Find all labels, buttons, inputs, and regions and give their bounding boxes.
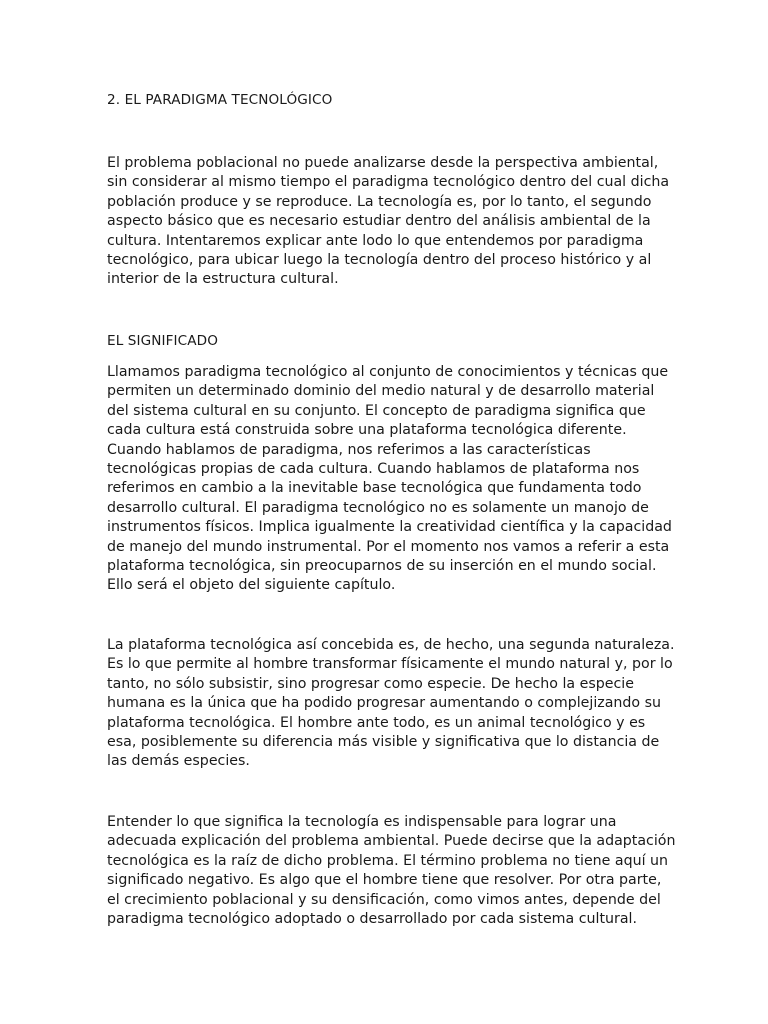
paragraph-line: aspecto básico que es necesario estudiar dentro del análisis ambiental de la [107,213,651,230]
paragraph-line: población produce y se reproduce. La tecnología es, por lo tanto, el segundo [107,193,652,210]
paragraph-line: instrumentos físicos. Implica igualmente la creatividad científica y la capacidad [107,519,672,536]
paragraph-3 [107,636,675,772]
paragraph-line: Entender lo que significa la tecnología es indispensable para lograr una [107,814,617,830]
paragraph-1 [107,154,670,290]
paragraph-line: tecnológico, para ubicar luego la tecnología dentro del proceso histórico y al [107,252,652,269]
paragraph-line: tecnológica es la raíz de dicho problema. El término problema no tiene aquí un [107,852,669,869]
paragraph-line: Llamamos paradigma tecnológico al conjunto de conocimientos y técnicas que [107,364,669,380]
paragraph-line: cultura. Intentaremos explicar ante lodo lo que entendemos por paradigma [107,232,644,249]
chapter-heading [107,91,667,110]
paragraph-line: esa, posiblemente su diferencia más visible y significativa que lo distancia de [107,734,660,751]
paragraph-line: referimos en cambio a la inevitable base tecnológica que fundamenta todo [107,480,642,497]
paragraph-line: de manejo del mundo instrumental. Por el momento nos vamos a referir a esta [107,538,670,555]
paragraph-line: el crecimiento poblacional y su densificación, como vimos antes, depende del [107,891,661,908]
paragraph-line: Cuando hablamos de paradigma, nos referimos a las características [107,441,591,458]
paragraph-line: tecnológicas propias de cada cultura. Cuando hablamos de plataforma nos [107,461,640,478]
paragraph-line: plataforma tecnológica. El hombre ante todo, es un animal tecnológico y es [107,714,646,731]
paragraph-line: cada cultura está construida sobre una plataforma tecnológica diferente. [107,422,627,439]
paragraph-line: plataforma tecnológica, sin preocuparnos de su inserción en el mundo social. [107,558,657,575]
paragraph-line: Es lo que permite al hombre transformar físicamente el mundo natural y, por lo [107,656,673,673]
paragraph-line: interior de la estructura cultural. [107,271,339,288]
paragraph-line: paradigma tecnológico adoptado o desarrollado por cada sistema cultural. [107,911,637,928]
section-heading [107,332,667,351]
paragraph-line: las demás especies. [107,753,250,770]
paragraph-line: tanto, no sólo subsistir, sino progresar como especie. De hecho la especie [107,675,634,692]
paragraph-4 [107,813,676,929]
paragraph-line: Ello será el objeto del siguiente capítulo. [107,577,396,594]
paragraph-line: adecuada explicación del problema ambiental. Puede decirse que la adaptación [107,833,676,850]
paragraph-line: La plataforma tecnológica así concebida es, de hecho, una segunda naturaleza. [107,637,675,653]
paragraph-line: permiten un determinado dominio del medio natural y de desarrollo material [107,383,655,400]
paragraph-line: significado negativo. Es algo que el hombre tiene que resolver. Por otra parte, [107,872,662,889]
paragraph-2 [107,363,672,596]
paragraph-line: del sistema cultural en su conjunto. El concepto de paradigma significa que [107,402,646,419]
paragraph-line: sin considerar al mismo tiempo el paradigma tecnológico dentro del cual dicha [107,174,670,191]
paragraph-line: desarrollo cultural. El paradigma tecnológico no es solamente un manojo de [107,499,649,516]
paragraph-line: humana es la única que ha podido progresar aumentando o complejizando su [107,695,661,712]
section-heading-text: EL SIGNIFICADO [107,333,219,349]
chapter-heading-text: 2. EL PARADIGMA TECNOLÓGICO [107,92,333,108]
paragraph-line: El problema poblacional no puede analizarse desde la perspectiva ambiental, [107,155,659,171]
